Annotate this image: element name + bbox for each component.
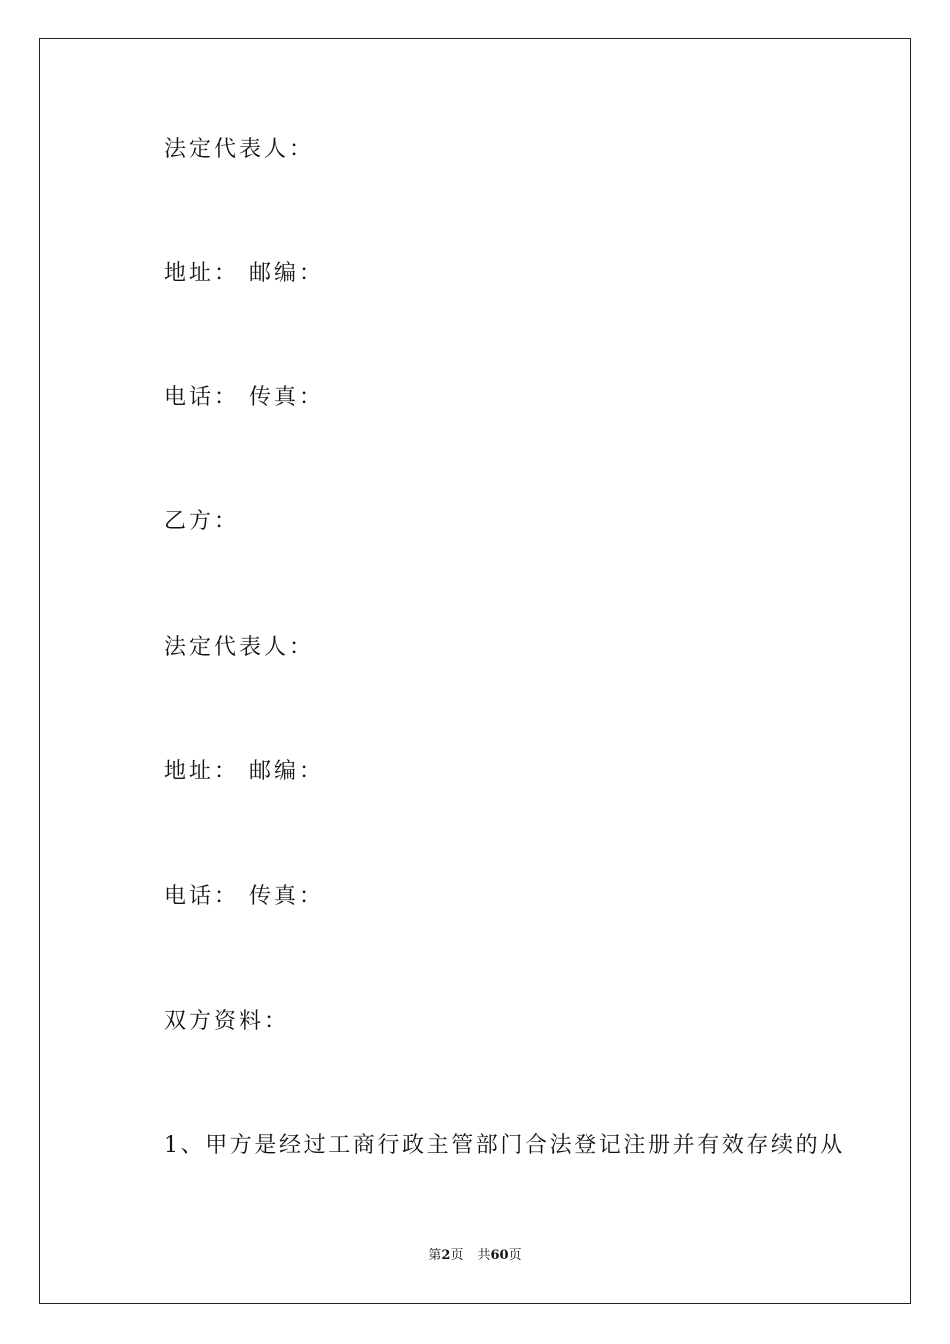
page-prefix: 第 [428, 1248, 442, 1263]
party-b-legal-representative: 法定代表人： [164, 635, 315, 660]
party-a-legal-representative: 法定代表人： [164, 137, 315, 162]
total-prefix: 共 [477, 1248, 491, 1263]
party-b-label: 乙方： [164, 509, 240, 534]
parties-info-heading: 双方资料： [164, 1009, 290, 1034]
total-suffix: 页 [508, 1248, 522, 1263]
page-current: 2 [441, 1248, 451, 1263]
page-footer [0, 1248, 950, 1264]
party-b-address-postcode: 地址： 邮编： [164, 759, 324, 784]
party-b-phone-fax: 电话： 传真： [164, 884, 324, 909]
page-total: 60 [490, 1248, 509, 1263]
clause-1-text: 1、甲方是经过工商行政主管部门合法登记注册并有效存续的从 [164, 1133, 845, 1158]
party-a-address-postcode: 地址： 邮编： [164, 261, 324, 286]
page-suffix: 页 [450, 1248, 464, 1263]
party-a-phone-fax: 电话： 传真： [164, 385, 324, 410]
page-frame [39, 38, 911, 1304]
